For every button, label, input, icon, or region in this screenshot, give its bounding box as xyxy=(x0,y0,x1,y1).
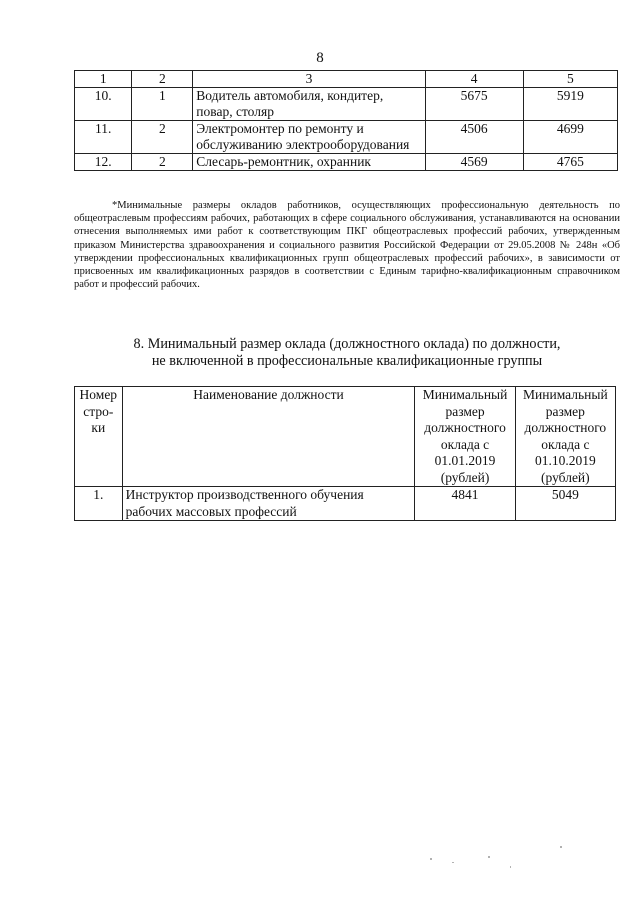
page-number: 8 xyxy=(316,50,324,66)
footnote: *Минимальные размеры окладов работников, осуществляющих профессиональную деятельность по общеотраслевым профессиям рабочих, работающих в сфере социального обслуживания, устанавливаются на основании отнесения выполняемых ими работ к соответствующим ПКГ общеотраслевых профессий рабочих, утвержденным приказом Министерства здравоохранения и социального развития Российской Федерации от 29.05.2008 № 248н «Об утверждении профессиональных квалификационных групп общеотраслевых профессий рабочих», в зависимости от присвоенных им квалификационных разрядов в соответствии с Единым тарифно-квалификационным справочником работ и профессий рабочих. xyxy=(74,200,620,291)
row-number: 12. xyxy=(75,154,132,171)
header-position-name: Наименование должности xyxy=(122,387,415,487)
positions-salary-table xyxy=(74,70,618,171)
qualification-level: 2 xyxy=(132,121,193,154)
salary-value-2: 5919 xyxy=(523,88,617,121)
scan-speck xyxy=(452,862,454,863)
column-header: 1 xyxy=(75,71,132,88)
salary-value-1: 4506 xyxy=(425,121,523,154)
header-salary-2019-01: Минимальный размер должностного оклада с 01.01.2019 (рублей) xyxy=(415,387,515,487)
row-number: 1. xyxy=(75,487,123,521)
table-header-row xyxy=(75,71,618,88)
row-number: 11. xyxy=(75,121,132,154)
row-number: 10. xyxy=(75,88,132,121)
position-name: Электромонтер по ремонту и обслуживанию электрооборудования xyxy=(193,121,425,154)
section-heading xyxy=(74,336,620,370)
table-row xyxy=(75,88,618,121)
table-row xyxy=(75,154,618,171)
scan-speck xyxy=(430,858,432,860)
column-header: 2 xyxy=(132,71,193,88)
salary-value-1: 4841 xyxy=(415,487,515,521)
position-name: Слесарь-ремонтник, охранник xyxy=(193,154,425,171)
table-header-row xyxy=(75,387,616,487)
scan-speck xyxy=(488,856,490,858)
salary-value-2: 5049 xyxy=(515,487,615,521)
section-heading-line: не включенной в профессиональные квалификационные группы xyxy=(151,353,543,369)
salary-value-1: 4569 xyxy=(425,154,523,171)
salary-value-1: 5675 xyxy=(425,88,523,121)
section-heading-line: 8. Минимальный размер оклада (должностного оклада) по должности, xyxy=(133,336,561,352)
column-header: 4 xyxy=(425,71,523,88)
salary-value-2: 4765 xyxy=(523,154,617,171)
table-row xyxy=(75,487,616,521)
qualification-level: 1 xyxy=(132,88,193,121)
column-header: 3 xyxy=(193,71,425,88)
qualification-level: 2 xyxy=(132,154,193,171)
scan-speck xyxy=(560,846,562,848)
scan-speck xyxy=(510,866,511,868)
salary-value-2: 4699 xyxy=(523,121,617,154)
column-header: 5 xyxy=(523,71,617,88)
header-row-number: Номер стро-ки xyxy=(75,387,123,487)
table-row xyxy=(75,121,618,154)
position-name: Инструктор производственного обучения рабочих массовых профессий xyxy=(122,487,415,521)
position-name: Водитель автомобиля, кондитер, повар, столяр xyxy=(193,88,425,121)
header-salary-2019-10: Минимальный размер должностного оклада с 01.10.2019 (рублей) xyxy=(515,387,615,487)
unlisted-position-salary-table xyxy=(74,386,616,521)
